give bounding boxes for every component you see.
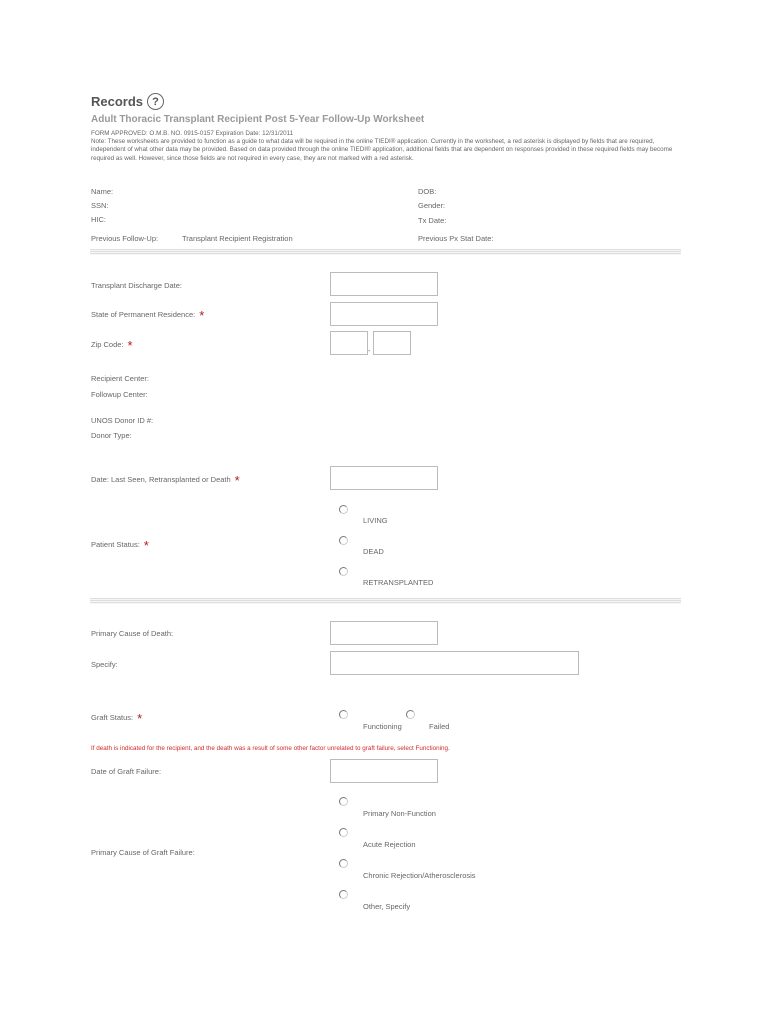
graft-functioning-radio[interactable]	[339, 710, 348, 719]
graft-status-label	[91, 711, 142, 726]
graft-status-note: If death is indicated for the recipient, and the death was a result of some other factor unrelated to graft failure, select Functioning.	[91, 745, 450, 752]
graft-failure-acute-rejection-radio[interactable]	[339, 828, 348, 837]
name-label: Name:	[91, 187, 114, 196]
graft-failure-primary-non-function-radio[interactable]	[339, 797, 348, 806]
graft-failure-primary-non-function-label: Primary Non-Function	[363, 809, 436, 818]
section-divider	[90, 598, 681, 604]
previous-followup-label: Previous Follow-Up:	[91, 234, 159, 243]
status-dead-label: DEAD	[363, 547, 384, 556]
required-asterisk: *	[143, 538, 149, 553]
zip-code-text: Zip Code:	[91, 340, 124, 349]
graft-failure-other-radio[interactable]	[339, 890, 348, 899]
primary-cause-of-death-label: Primary Cause of Death:	[91, 629, 174, 638]
state-of-residence-text: State of Permanent Residence:	[91, 310, 196, 319]
page-header	[91, 93, 164, 110]
date-last-seen-label	[91, 473, 240, 488]
ssn-label: SSN:	[91, 201, 109, 210]
form-approved-text: FORM APPROVED: O.M.B. NO. 0915-0157 Expiration Date: 12/31/2011	[91, 130, 294, 137]
recipient-center-label: Recipient Center:	[91, 374, 149, 383]
zip-extension-field[interactable]	[373, 331, 411, 355]
graft-status-text: Graft Status:	[91, 713, 134, 722]
date-of-graft-failure-field[interactable]	[330, 759, 438, 783]
page-title: Records	[91, 94, 144, 109]
required-asterisk: *	[234, 473, 240, 488]
zip-separator: -	[368, 346, 371, 355]
graft-failure-other-label: Other, Specify	[363, 902, 411, 911]
date-of-graft-failure-label: Date of Graft Failure:	[91, 767, 162, 776]
section-divider	[90, 249, 681, 255]
transplant-discharge-date-label: Transplant Discharge Date:	[91, 281, 183, 290]
graft-failure-chronic-rejection-radio[interactable]	[339, 859, 348, 868]
primary-cause-of-death-field[interactable]	[330, 621, 438, 645]
unos-donor-id-label: UNOS Donor ID #:	[91, 416, 154, 425]
graft-failure-chronic-rejection-label: Chronic Rejection/Atherosclerosis	[363, 871, 476, 880]
date-last-seen-field[interactable]	[330, 466, 438, 490]
previous-px-stat-date-label: Previous Px Stat Date:	[418, 234, 494, 243]
primary-cause-of-graft-failure-label: Primary Cause of Graft Failure:	[91, 848, 195, 857]
patient-status-label	[91, 538, 149, 553]
state-of-residence-field[interactable]	[330, 302, 438, 326]
graft-failed-radio[interactable]	[406, 710, 415, 719]
graft-failure-acute-rejection-label: Acute Rejection	[363, 840, 416, 849]
graft-functioning-label: Functioning	[363, 722, 402, 731]
worksheet-title: Adult Thoracic Transplant Recipient Post 5-Year Follow-Up Worksheet	[91, 114, 425, 125]
status-dead-radio[interactable]	[339, 536, 348, 545]
required-asterisk: *	[137, 711, 143, 726]
status-living-radio[interactable]	[339, 505, 348, 514]
patient-status-text: Patient Status:	[91, 540, 140, 549]
required-asterisk: *	[199, 308, 205, 323]
zip-code-field[interactable]	[330, 331, 368, 355]
state-of-residence-label	[91, 308, 204, 323]
help-icon[interactable]: ?	[147, 93, 164, 110]
zip-code-label	[91, 338, 133, 353]
status-retransplanted-label: RETRANSPLANTED	[363, 578, 434, 587]
worksheet-note: Note: These worksheets are provided to function as a guide to what data will be required in the online TIEDI® application. Currently in the worksheet, a red asterisk is displayed by fields that are required, independent of what other data may be provided. Based on data provided through the online TIEDI® application, additional fields that are dependent on responses provided in these required fields may become required as well. However, since those fields are not required in every case, they are not marked with a red asterisk.	[91, 138, 673, 162]
dob-label: DOB:	[418, 187, 437, 196]
required-asterisk: *	[127, 338, 133, 353]
donor-type-label: Donor Type:	[91, 431, 132, 440]
hic-label: HIC:	[91, 215, 106, 224]
followup-center-label: Followup Center:	[91, 390, 148, 399]
status-retransplanted-radio[interactable]	[339, 567, 348, 576]
specify-label: Specify:	[91, 660, 118, 669]
previous-followup-value: Transplant Recipient Registration	[182, 234, 293, 243]
tx-date-label: Tx Date:	[418, 216, 447, 225]
status-living-label: LIVING	[363, 516, 388, 525]
gender-label: Gender:	[418, 201, 446, 210]
specify-field[interactable]	[330, 651, 579, 675]
graft-failed-label: Failed	[429, 722, 450, 731]
date-last-seen-text: Date: Last Seen, Retransplanted or Death	[91, 475, 231, 484]
transplant-discharge-date-field[interactable]	[330, 272, 438, 296]
